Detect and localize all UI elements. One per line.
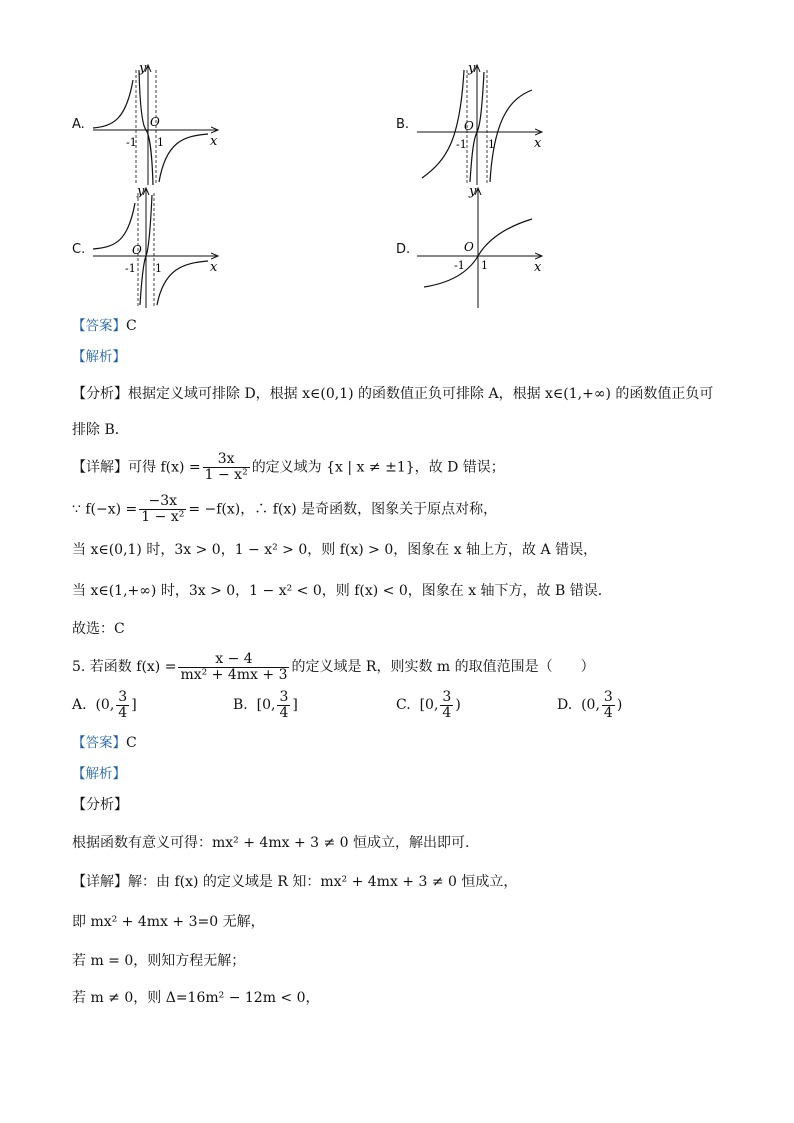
graph-a-tick-neg1: -1 [126,136,137,149]
graph-a-x-label: x [210,134,218,149]
q4-fenxi-line2: 排除 B． [72,422,129,438]
q4-line-a-pre: 可得 f(x) = [128,459,201,476]
q5-option-d [557,688,622,722]
q4-fenxi-tag: 【分析】 [72,386,128,402]
q4-line-d: 当 x∈(1,+∞) 时，3x > 0，1 − x² < 0，则 f(x) < 0，图象在 x 轴下方，故 B 错误． [72,583,612,599]
q5-answer-line [72,733,137,753]
q4-line-b-post: = −f(x)，∴ f(x) 是奇函数，图象关于原点对称， [188,501,498,518]
q5-option-a-close: ] [131,697,137,713]
q5-option-d-den: 4 [603,704,613,721]
q5-answer: C [126,735,137,751]
q5-option-a-num: 3 [118,688,128,705]
graph-c [88,183,228,313]
q5-jiexi-tag: 【解析】 [72,766,126,782]
q4-jiexi-tag: 【解析】 [72,349,126,365]
q5-answer-tag: 【答案】 [72,735,126,751]
graph-d-letter: D. [396,242,411,257]
graph-b-letter: B. [396,117,410,132]
q5-stem-post: 的定义域是 R，则实数 m 的取值范围是（ ） [291,659,595,675]
graph-c-curve-left [93,203,135,249]
q5-option-b-num: 3 [279,688,289,705]
q5-stem-num: x − 4 [178,652,289,668]
graph-d-x-label: x [534,260,542,275]
q4-line-b-fraction [139,494,186,525]
q5-option-d-close: ) [616,697,623,713]
q4-line-a-fraction [203,452,250,483]
graph-a-letter: A. [72,117,85,132]
q5-xiangjie-line [72,872,517,892]
graph-a-origin: O [150,115,160,129]
q5-line1: 即 mx² + 4mx + 3=0 无解， [72,914,265,930]
graph-c-tick-1: 1 [155,262,162,275]
graph-c-tick-neg1: -1 [125,262,136,275]
graph-d-y-label: y [469,184,477,199]
graph-b-curve-left [422,70,464,178]
graph-c-x-label: x [210,260,218,275]
q4-answer-line [72,316,137,336]
graph-a-curve-right [159,134,208,182]
q5-option-b [233,688,298,722]
q5-option-b-close: ] [292,697,298,713]
q5-option-a-den: 4 [118,704,128,721]
graph-c-y-label: y [137,184,145,199]
q5-option-b-open: [0, [256,697,276,713]
q5-xiangjie-tag: 【详解】 [72,874,128,890]
q5-stem-pre: 5. 若函数 f(x) = [72,659,177,675]
q4-line-b-pre: ∵ f(−x) = [72,501,138,518]
graph-a-tick-1: 1 [157,136,164,149]
q4-fenxi-line [72,384,713,404]
q4-guxuan: 故选：C [72,621,125,637]
q5-fenxi-line: 【分析】 [72,797,128,813]
q4-line-b [72,494,497,525]
q5-option-c-open: [0, [419,697,439,713]
q5-stem [72,650,595,684]
q4-line-a-den: 1 − x² [204,467,248,483]
q5-option-c-num: 3 [442,688,452,705]
q5-option-c-den: 4 [442,704,452,721]
q5-stem-fraction [178,652,289,683]
q5-option-a-frac [116,690,129,721]
q4-jiexi-line [72,347,126,367]
q5-option-b-den: 4 [279,704,289,721]
q5-fenxi-text: 根据函数有意义可得：mx² + 4mx + 3 ≠ 0 恒成立，解出即可. [72,835,470,851]
q5-option-c-label: C. [396,697,411,713]
graph-b-origin: O [464,119,474,133]
q4-answer-tag: 【答案】 [72,318,126,334]
graph-c-curve-right [157,261,208,305]
q4-line-c: 当 x∈(0,1) 时，3x > 0，1 − x² > 0，则 f(x) > 0，图象在 x 轴上方，故 A 错误， [72,542,598,558]
q5-option-d-frac [602,690,615,721]
q4-line-b-num: −3x [139,494,186,510]
q5-option-d-open: (0, [581,697,600,713]
graph-d-tick-1: 1 [481,259,488,272]
graph-c-origin: O [132,243,142,257]
q5-line2: 若 m = 0，则知方程无解； [72,953,246,969]
q5-option-c-close: ) [455,697,461,713]
graph-a-y-label: y [139,61,147,76]
graph-d [412,183,552,313]
graph-b-tick-1: 1 [488,138,495,151]
q5-option-a-open: (0, [95,697,115,713]
graph-a [88,60,228,190]
graph-b-curve-right [490,90,532,182]
q5-line3: 若 m ≠ 0，则 Δ=16m² − 12m < 0， [72,990,320,1006]
q4-line-a-post: 的定义域为 {x | x ≠ ±1}，故 D 错误； [251,459,505,476]
q5-option-c [396,688,461,722]
q5-jiexi-line [72,764,126,784]
q4-answer: C [126,318,137,334]
graph-c-letter: C. [72,242,86,257]
q4-fenxi-line1: 根据定义域可排除 D，根据 x∈(0,1) 的函数值正负可排除 A，根据 x∈(1,+∞) 的函数值正负可 [128,386,714,402]
graph-b-x-label: x [534,136,542,151]
q5-option-d-num: 3 [603,688,613,705]
q4-xiangjie-line [72,452,505,483]
q4-xiangjie-tag: 【详解】 [72,459,128,476]
q4-line-b-den: 1 − x² [141,509,185,525]
graph-a-curve-left [93,80,133,128]
graph-b-tick-neg1: -1 [456,138,467,151]
q5-xiangjie-text: 解：由 f(x) 的定义域是 R 知：mx² + 4mx + 3 ≠ 0 恒成立， [128,874,518,890]
q5-option-a-label: A. [72,697,87,713]
q4-line-a-num: 3x [203,452,250,468]
q5-option-b-frac [277,690,290,721]
q5-option-c-frac [440,690,453,721]
graph-d-tick-neg1: -1 [454,259,465,272]
q5-option-b-label: B. [233,697,248,713]
graph-b [412,60,552,190]
q5-option-d-label: D. [557,697,573,713]
q5-stem-den: mx² + 4mx + 3 [180,666,288,683]
graph-d-origin: O [464,240,474,254]
graph-b-y-label: y [468,61,476,76]
q5-option-a [72,688,137,722]
